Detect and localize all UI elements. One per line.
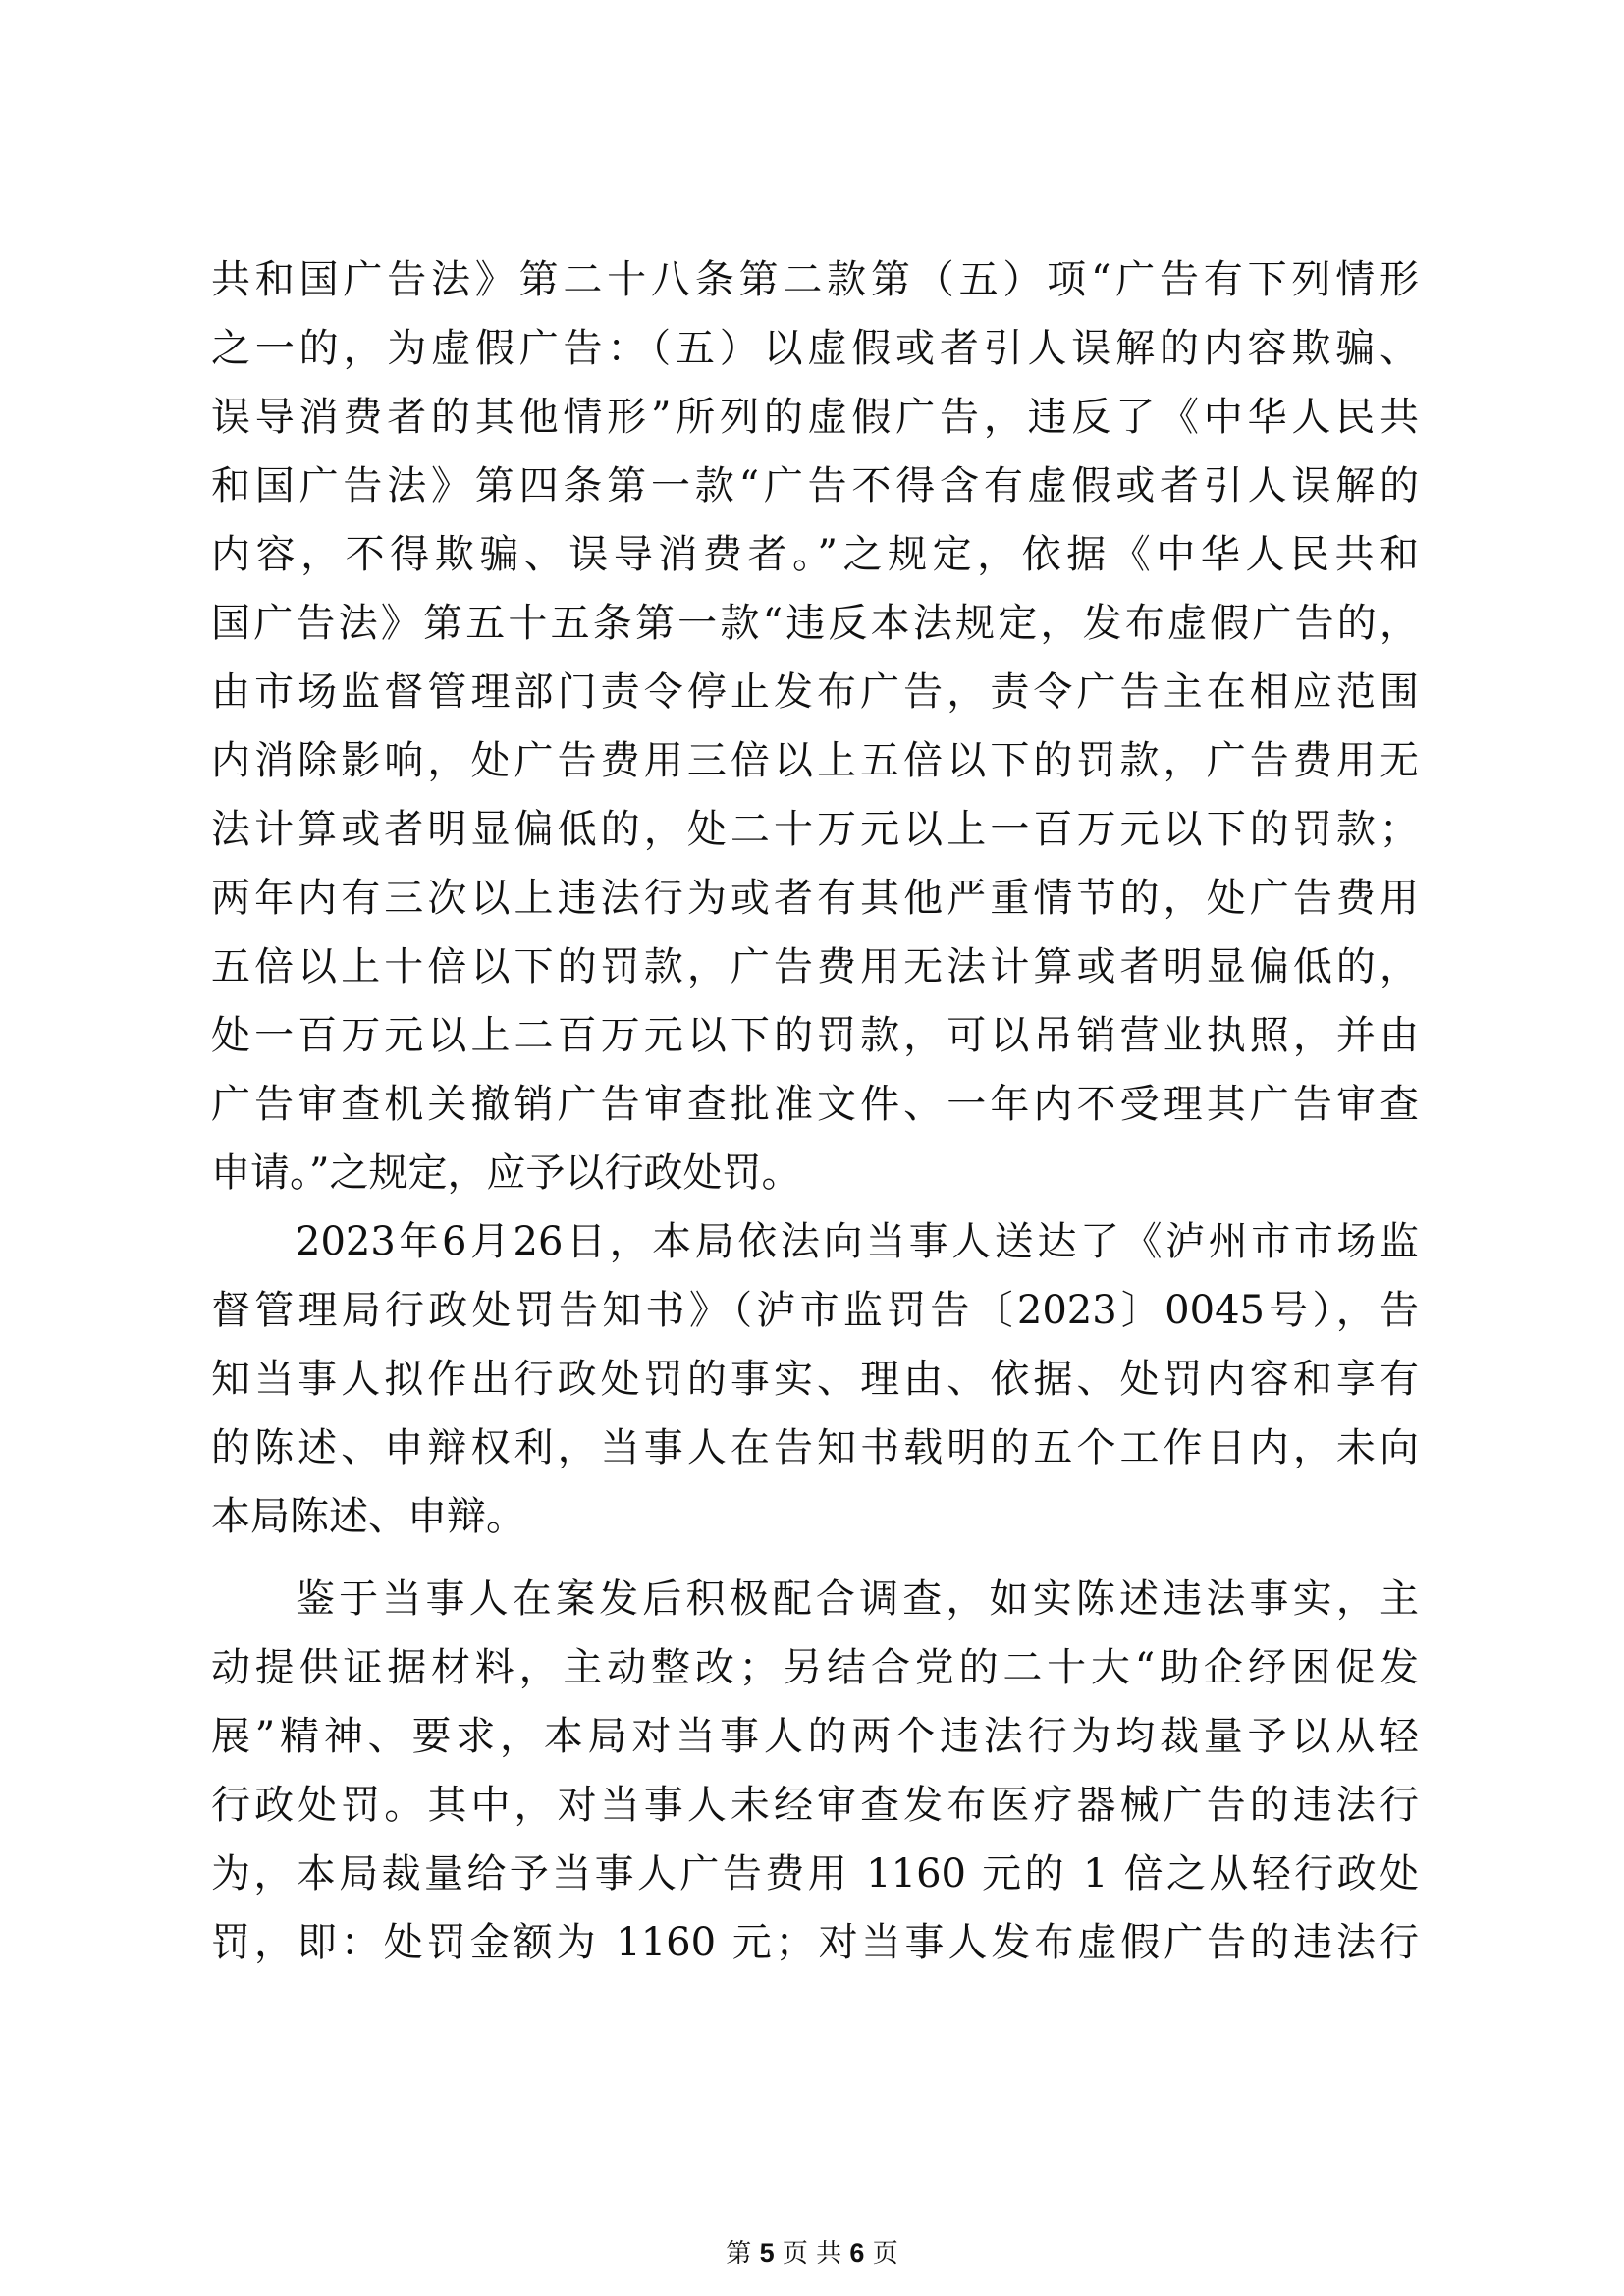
text-line: 动提供证据材料，主动整改；另结合党的二十大“助企纾困促发 <box>211 1645 1419 1690</box>
footer-total-pages: 6 <box>849 2238 865 2268</box>
page-footer <box>0 2236 1624 2270</box>
text-line: 处一百万元以上二百万元以下的罚款，可以吊销营业执照，并由 <box>211 1013 1419 1058</box>
text-line: 行政处罚。其中，对当事人未经审查发布医疗器械广告的违法行 <box>211 1783 1419 1828</box>
text-line: 内容，不得欺骗、误导消费者。”之规定，依据《中华人民共和 <box>211 532 1419 577</box>
paragraph <box>211 1565 1419 1977</box>
text-line: 误导消费者的其他情形”所列的虚假广告，违反了《中华人民共 <box>211 395 1419 440</box>
text-line: 鉴于当事人在案发后积极配合调查，如实陈述违法事实，主 <box>296 1576 1419 1622</box>
paragraph <box>211 245 1419 1207</box>
text-line: 督管理局行政处罚告知书》（泸市监罚告〔2023〕0045号），告 <box>211 1288 1419 1333</box>
text-line: 和国广告法》第四条第一款“广告不得含有虚假或者引人误解的 <box>211 463 1419 508</box>
text-line: 法计算或者明显偏低的，处二十万元以上一百万元以下的罚款； <box>211 807 1419 852</box>
text-line: 内消除影响，处广告费用三倍以上五倍以下的罚款，广告费用无 <box>211 738 1419 783</box>
text-line: 国广告法》第五十五条第一款“违反本法规定，发布虚假广告的， <box>211 601 1419 646</box>
document-body <box>211 245 1419 1977</box>
text-line: 之一的，为虚假广告：（五）以虚假或者引人误解的内容欺骗、 <box>211 326 1419 371</box>
paragraph <box>211 1207 1419 1551</box>
text-line: 知当事人拟作出行政处罚的事实、理由、依据、处罚内容和享有 <box>211 1357 1419 1402</box>
text-line: 罚，即：处罚金额为 1160 元；对当事人发布虚假广告的违法行 <box>211 1920 1419 1965</box>
text-line: 由市场监督管理部门责令停止发布广告，责令广告主在相应范围 <box>211 669 1419 715</box>
text-line: 的陈述、申辩权利，当事人在告知书载明的五个工作日内，未向 <box>211 1425 1419 1470</box>
text-line: 共和国广告法》第二十八条第二款第（五）项“广告有下列情形 <box>211 257 1419 302</box>
paragraph-spacer <box>211 1551 1419 1565</box>
footer-middle: 页 共 <box>782 2239 842 2269</box>
footer-suffix: 页 <box>872 2239 898 2269</box>
text-line: 五倍以上十倍以下的罚款，广告费用无法计算或者明显偏低的， <box>211 944 1419 989</box>
text-line: 本局陈述、申辩。 <box>211 1494 525 1539</box>
text-line: 广告审查机关撤销广告审查批准文件、一年内不受理其广告审查 <box>211 1082 1419 1127</box>
footer-prefix: 第 <box>726 2239 752 2269</box>
text-line: 两年内有三次以上违法行为或者有其他严重情节的，处广告费用 <box>211 876 1419 921</box>
text-line: 展”精神、要求，本局对当事人的两个违法行为均裁量予以从轻 <box>211 1714 1419 1759</box>
text-line: 为，本局裁量给予当事人广告费用 1160 元的 1 倍之从轻行政处 <box>211 1851 1419 1896</box>
footer-current-page: 5 <box>759 2238 775 2268</box>
text-line: 申请。”之规定，应予以行政处罚。 <box>211 1150 801 1196</box>
text-line: 2023年6月26日，本局依法向当事人送达了《泸州市市场监 <box>296 1219 1419 1264</box>
